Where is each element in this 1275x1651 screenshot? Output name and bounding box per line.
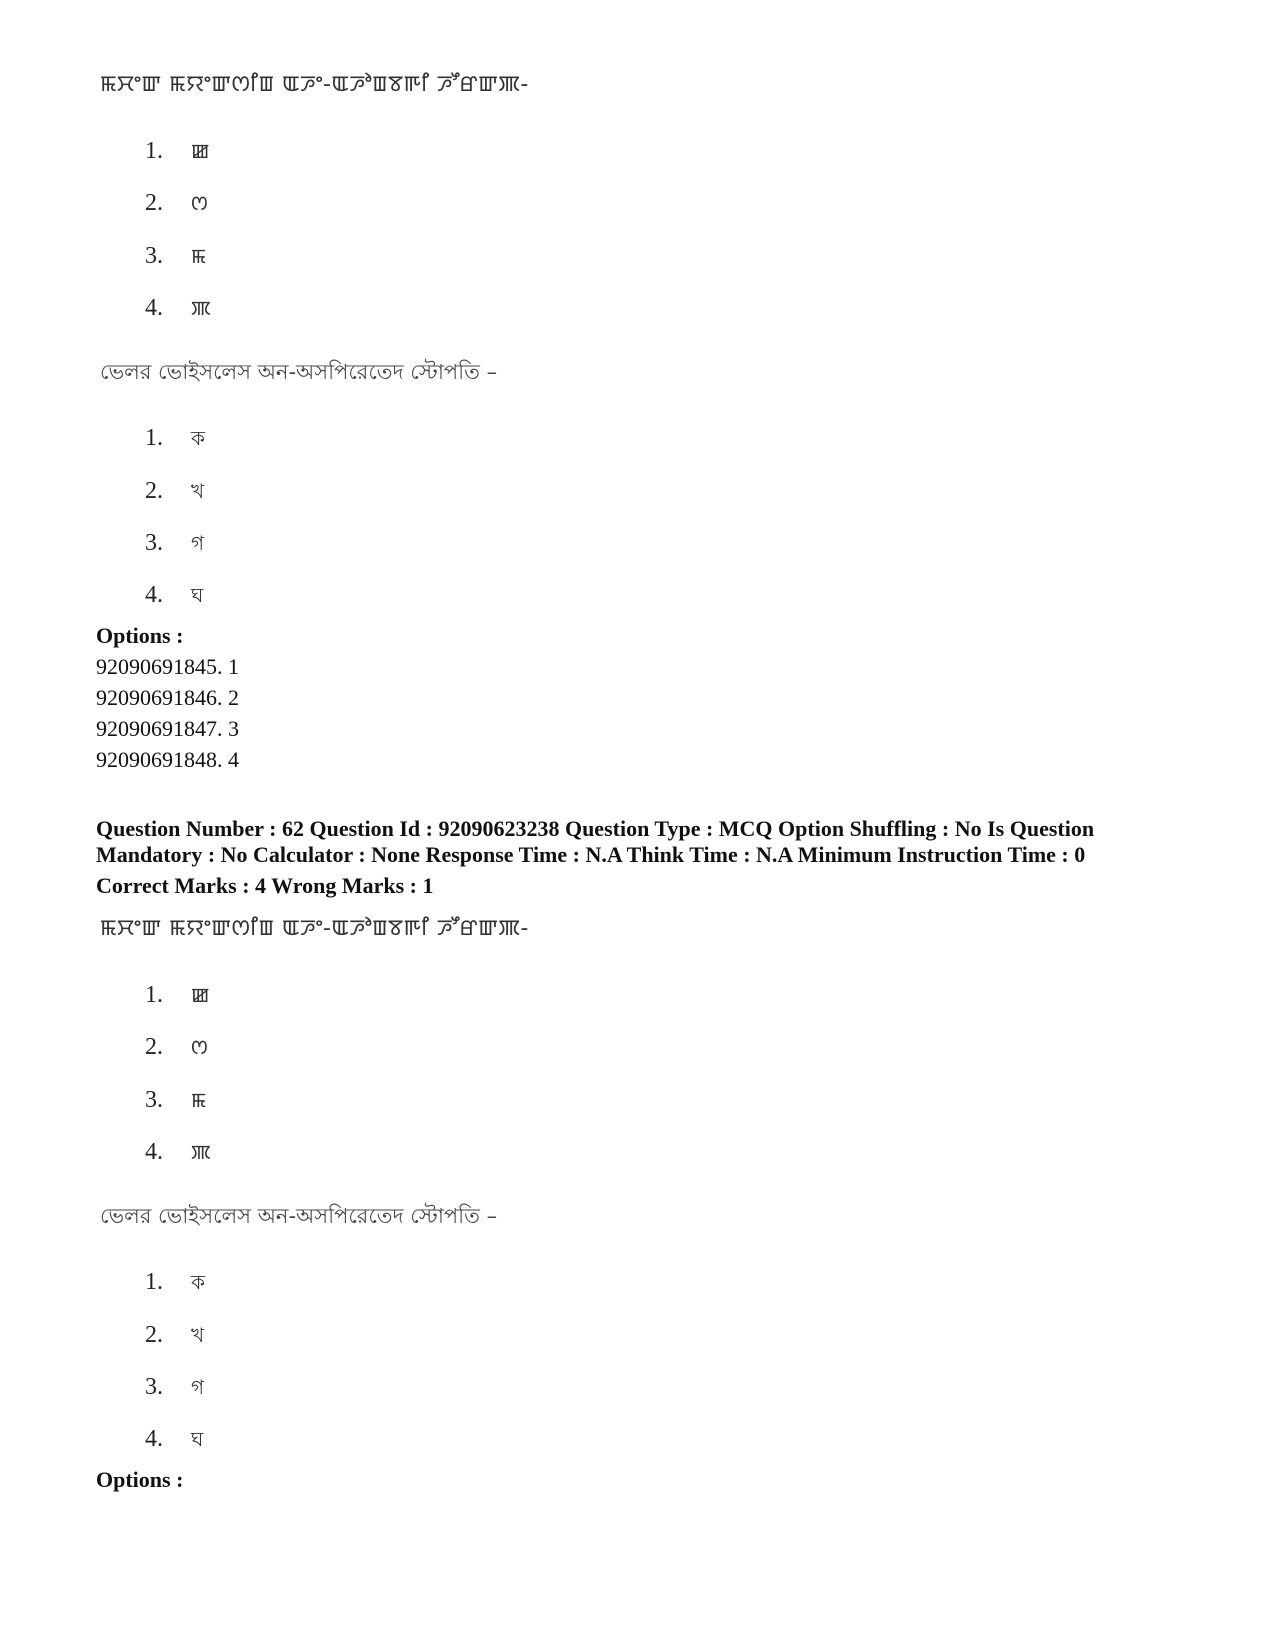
option-glyph: ক — [191, 426, 205, 450]
option-item — [145, 982, 209, 1022]
option-number: 4. — [145, 1139, 163, 1165]
option-number: 1. — [145, 1269, 163, 1295]
question-meta-line: Mandatory : No Calculator : None Response Time : N.A Think Time : N.A Minimum Instruction Time : 0 — [96, 842, 1086, 867]
option-item — [145, 1321, 204, 1361]
option-item — [145, 138, 209, 178]
option-glyph: খ — [191, 479, 205, 503]
option-number: 1. — [145, 982, 163, 1008]
option-item — [145, 1087, 206, 1127]
option-glyph: গ — [191, 531, 205, 555]
option-number: 2. — [145, 1322, 163, 1348]
option-glyph: খ — [191, 1323, 205, 1347]
option-item — [145, 295, 211, 335]
option-id-row: 92090691847. 3 — [96, 716, 239, 741]
question-meta-line: Question Number : 62 Question Id : 92090623238 Question Type : MCQ Option Shuffling : No Is Question — [96, 816, 1095, 841]
option-item — [145, 1425, 203, 1465]
option-item — [145, 581, 203, 621]
option-glyph: ꯁ — [191, 191, 208, 215]
option-item — [145, 243, 206, 283]
option-number: 2. — [145, 190, 163, 216]
option-glyph: গ — [191, 1375, 205, 1399]
option-number: 4. — [145, 1426, 163, 1452]
bengali-question-text: ভেলর ভোইসলেস অন-অসপিরেতেদ স্টোপতি – — [100, 1204, 498, 1228]
option-number: 4. — [145, 582, 163, 608]
meitei-question-text: ꯃꯆꯦꯛ ꯃꯌꯦꯛꯁꯤꯡ ꯑꯍꯦ-ꯑꯍꯣꯡꯕꯒꯤ ꯍꯧꯔꯛꯄ- — [100, 916, 529, 941]
option-number: 2. — [145, 478, 163, 504]
option-item — [145, 477, 204, 517]
option-item — [145, 1268, 205, 1308]
option-id-row: 92090691846. 2 — [96, 685, 239, 710]
options-label: Options : — [96, 623, 184, 648]
option-glyph: ꯁ — [191, 1035, 208, 1059]
option-item — [145, 424, 205, 464]
option-number: 1. — [145, 425, 163, 451]
option-id-row: 92090691845. 1 — [96, 654, 239, 679]
bengali-question-text: ভেলর ভোইসলেস অন-অসপিরেতেদ স্টোপতি – — [100, 360, 498, 384]
option-glyph: ক — [191, 1270, 205, 1294]
option-glyph: ꯃ — [191, 244, 207, 268]
option-glyph: ꯃ — [191, 1088, 207, 1112]
option-number: 3. — [145, 1374, 163, 1400]
option-item — [145, 1034, 208, 1074]
option-number: 4. — [145, 295, 163, 321]
option-item — [145, 1373, 204, 1413]
option-glyph: ꯀ — [191, 983, 210, 1007]
option-glyph: ꯀ — [191, 139, 210, 163]
option-number: 3. — [145, 1087, 163, 1113]
option-number: 2. — [145, 1034, 163, 1060]
option-glyph: ꯄ — [191, 1140, 211, 1164]
option-id-row: 92090691848. 4 — [96, 747, 239, 772]
option-glyph: ꯄ — [191, 296, 211, 320]
option-glyph: ঘ — [191, 1427, 204, 1451]
option-glyph: ঘ — [191, 583, 204, 607]
option-number: 1. — [145, 138, 163, 164]
option-number: 3. — [145, 530, 163, 556]
marks-line: Correct Marks : 4 Wrong Marks : 1 — [96, 873, 434, 898]
options-label: Options : — [96, 1467, 184, 1492]
option-item — [145, 1139, 211, 1179]
option-item — [145, 529, 204, 569]
option-number: 3. — [145, 243, 163, 269]
option-item — [145, 190, 208, 230]
meitei-question-text: ꯃꯆꯦꯛ ꯃꯌꯦꯛꯁꯤꯡ ꯑꯍꯦ-ꯑꯍꯣꯡꯕꯒꯤ ꯍꯧꯔꯛꯄ- — [100, 72, 529, 97]
